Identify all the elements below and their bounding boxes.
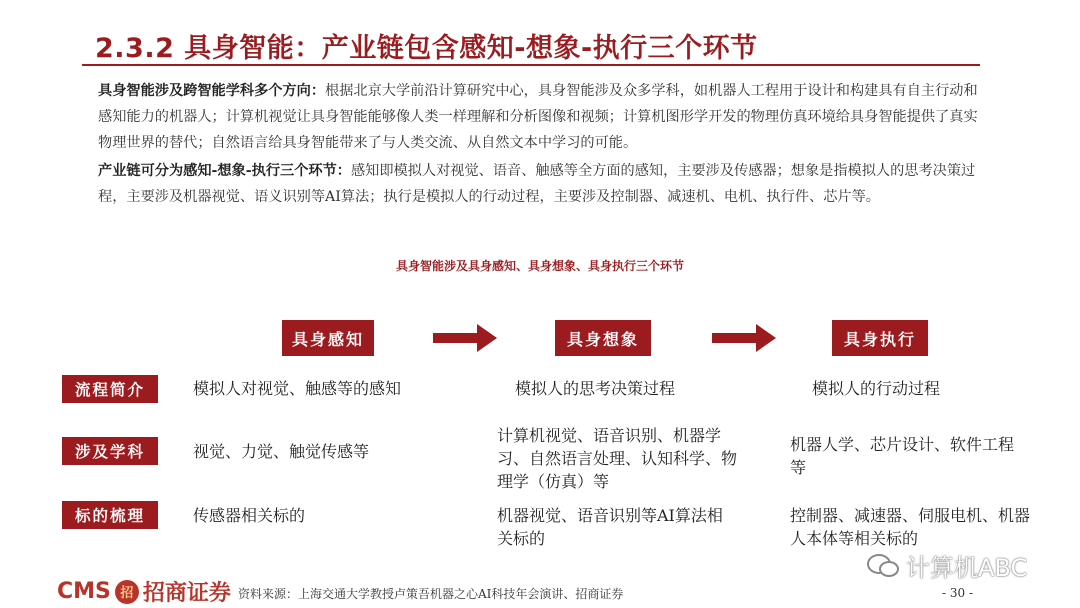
right-arrow-icon (433, 324, 497, 352)
paragraph-lead: 产业链可分为感知-想象-执行三个环节： (98, 163, 351, 179)
paragraph-body: 根据北京大学前沿计算研究中心，具身智能涉及众多学科，如机器人工程用于设计和构建具有自主行动和感知能力的机器人；计算机视觉让具身智能能够像人类一样理解和分析图像和视频；计算机图形学开发的物理仿真环境给具身智能提供了真实物理世界的替代；自然语言给具身智能带来了与人类交流、从自然文本中学习的可能。 (98, 83, 978, 151)
row-label-disciplines: 涉及学科 (62, 437, 158, 465)
stage-imagination: 具身想象 (555, 320, 651, 356)
source-note: 资料来源：上海交通大学教授卢策吾机器之心AI科技年会演讲、招商证券 (238, 587, 624, 601)
paragraph-lead: 具身智能涉及跨智能学科多个方向： (98, 83, 326, 99)
page-title: 2.3.2 具身智能：产业链包含感知-想象-执行三个环节 (95, 33, 758, 64)
watermark-text: 计算机ABC (906, 554, 1028, 582)
stage-execution: 具身执行 (832, 320, 928, 356)
paragraph-industry-chain (98, 158, 990, 210)
cell-process-execution: 模拟人的行动过程 (812, 379, 941, 398)
watermark (866, 548, 1027, 583)
wechat-icon (866, 553, 900, 579)
title-divider (82, 64, 980, 66)
cell-targets-execution: 控制器、减速器、伺服电机、机器人本体等相关标的 (790, 506, 1031, 548)
logo-badge-icon: 招 (115, 580, 139, 604)
cell-process-perception: 模拟人对视觉、触感等的感知 (193, 379, 402, 398)
paragraph-disciplines (98, 78, 990, 156)
cell-targets-perception: 传感器相关标的 (193, 506, 306, 525)
logo-name: 招商证券 (142, 581, 231, 606)
row-label-process: 流程简介 (62, 375, 158, 403)
page-number: - 30 - (942, 586, 974, 600)
paragraph-body: 感知即模拟人对视觉、语音、触感等全方面的感知，主要涉及传感器；想象是指模拟人的思考决策过程，主要涉及机器视觉、语义识别等AI算法；执行是模拟人的行动过程，主要涉及控制器、减速机、电机、执行件、芯片等。 (98, 163, 976, 205)
stage-perception: 具身感知 (282, 320, 374, 356)
logo-text: CMS (57, 579, 111, 604)
row-label-targets: 标的梳理 (62, 501, 158, 529)
cell-disciplines-execution: 机器人学、芯片设计、软件工程等 (790, 435, 1015, 477)
cell-process-imagination: 模拟人的思考决策过程 (515, 379, 676, 398)
cell-targets-imagination: 机器视觉、语音识别等AI算法相关标的 (497, 506, 723, 548)
cell-disciplines-imagination: 计算机视觉、语音识别、机器学习、自然语言处理、认知科学、物理学（仿真）等 (497, 426, 738, 491)
figure-title: 具身智能涉及具身感知、具身想象、具身执行三个环节 (395, 259, 684, 273)
cell-disciplines-perception: 视觉、力觉、触觉传感等 (193, 442, 370, 461)
right-arrow-icon (712, 324, 776, 352)
company-logo (57, 576, 231, 607)
